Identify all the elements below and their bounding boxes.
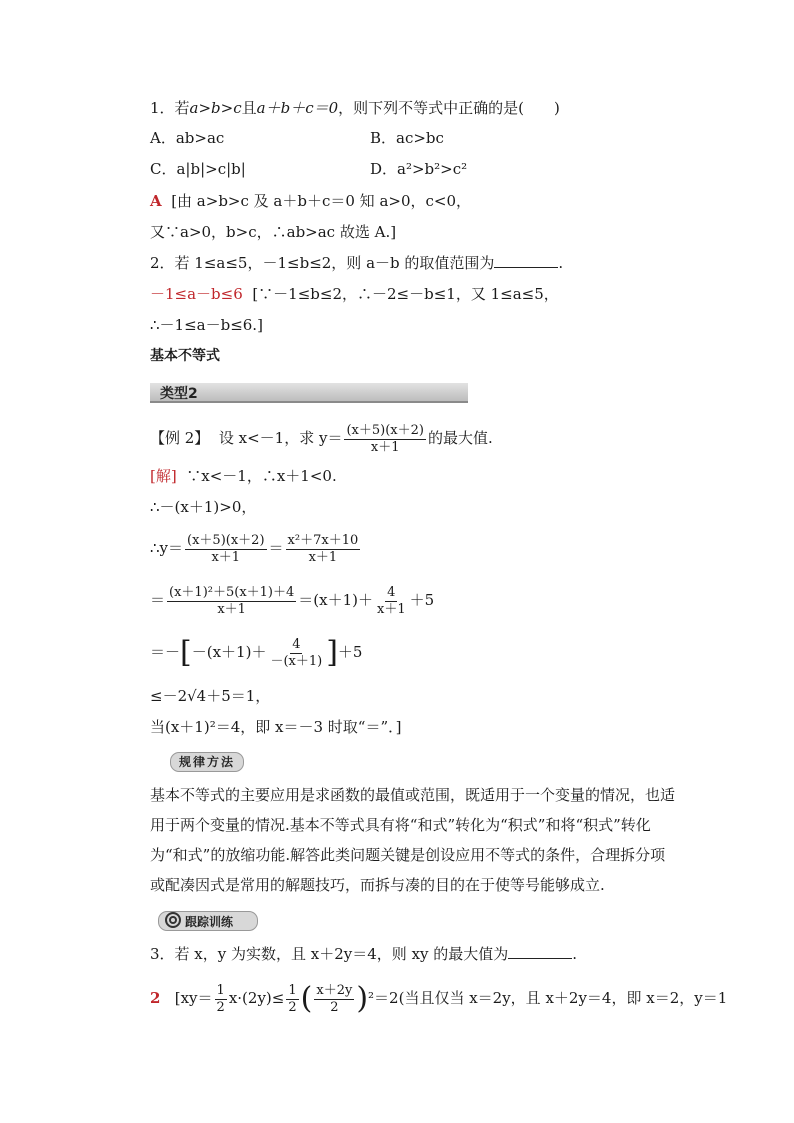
q1-answer-line2: 又∵a>0，b>c，∴ab>ac 故选 A.] — [150, 223, 397, 241]
q1-option-c: C．a|b|>c|b| — [150, 160, 246, 178]
section-title: 基本不等式 — [150, 348, 220, 364]
solution-tag: [解] — [150, 467, 177, 485]
q2-answer-red: －1≤a－b≤6 — [150, 285, 243, 303]
q3-stem: 3．若 x，y 为实数，且 x＋2y＝4，则 xy 的最大值为 . — [150, 945, 578, 963]
rule-method-badge: 规律方法 — [170, 752, 244, 772]
solution-line1: [解] ∵x<－1，∴x＋1<0. — [150, 467, 337, 485]
q1-option-d: D．a²>b²>c² — [370, 160, 468, 178]
track-training-badge: 跟踪训练 — [158, 911, 258, 931]
solution-line7: 当(x＋1)²＝4，即 x＝－3 时取“＝”．] — [150, 718, 402, 736]
rule-method-text: 基本不等式的主要应用是求函数的最值或范围，既适用于一个变量的情况，也适用于两个变量的情况.基本不等式具有将“和式”转化为“积式”和将“积式”转化为“和式”的放缩功能.解答此类问题关键是创设应用不等式的条件，合理拆分项或配凑因式是常用的解题技巧，而拆与凑的目的在于使等号能够成立. — [150, 786, 676, 894]
solution-line5: ＝－[－(x＋1)＋ $\frac{4}{-(x+1)}$ ]＋5 — [150, 635, 363, 670]
q1-option-a: A．ab>ac — [150, 129, 225, 147]
q2-answer-line1: －1≤a－b≤6 [∵－1≤b≤2，∴－2≤－b≤1，又 1≤a≤5， — [150, 285, 559, 303]
q1-answer-line1: A [由 a>b>c 及 a＋b＋c＝0 知 a>0，c<0， — [150, 192, 472, 210]
q3-answer-red: 2 — [150, 989, 161, 1007]
q2-answer-line2: ∴－1≤a－b≤6.] — [150, 316, 263, 334]
type-header-bar — [150, 383, 468, 403]
solution-line4: ＝ $\frac{\text{(x＋1)²＋5(x＋1)＋4}}{x+1}$ ＝(x＋1)＋ $\frac{4}{x+1}$ ＋5 — [150, 584, 435, 617]
q2-blank — [494, 253, 558, 268]
type-label: 类型2 — [160, 386, 198, 402]
solution-line2: ∴－(x＋1)>0， — [150, 498, 257, 516]
q2-stem: 2．若 1≤a≤5，－1≤b≤2，则 a－b 的取值范围为 . — [150, 254, 564, 272]
q3-blank — [508, 944, 572, 959]
solution-line6: ≤－2√4＋5＝1， — [150, 687, 271, 705]
example-stem: 【例 2】 设 x<－1，求 y＝ $\frac{(x+5)(x+2)}{x+1}$ 的最大值. — [150, 422, 493, 455]
q3-answer: 2 [xy＝ $\frac{1}{2}$ x·(2y)≤ $\frac{1}{2}$ ( $\frac{x+2y}{2}$ )²＝2(当且仅当 x＝2y，且 x＋2y＝4，即 x＝2，y＝1 — [150, 981, 728, 1016]
target-icon — [165, 912, 181, 928]
solution-line3: ∴y＝ $\frac{(x+5)(x+2)}{x+1}$ ＝ $\frac{\text{x²＋7x＋10}}{x+1}$ — [150, 532, 359, 565]
q1-option-b: B．ac>bc — [370, 129, 444, 147]
example-fraction: $\frac{(x+5)(x+2)}{x+1}$ — [346, 422, 424, 455]
q1-stem: 1．若a>b>c且a＋b＋c＝0，则下列不等式中正确的是( ) — [150, 99, 560, 117]
q1-answer-letter: A — [150, 192, 162, 210]
